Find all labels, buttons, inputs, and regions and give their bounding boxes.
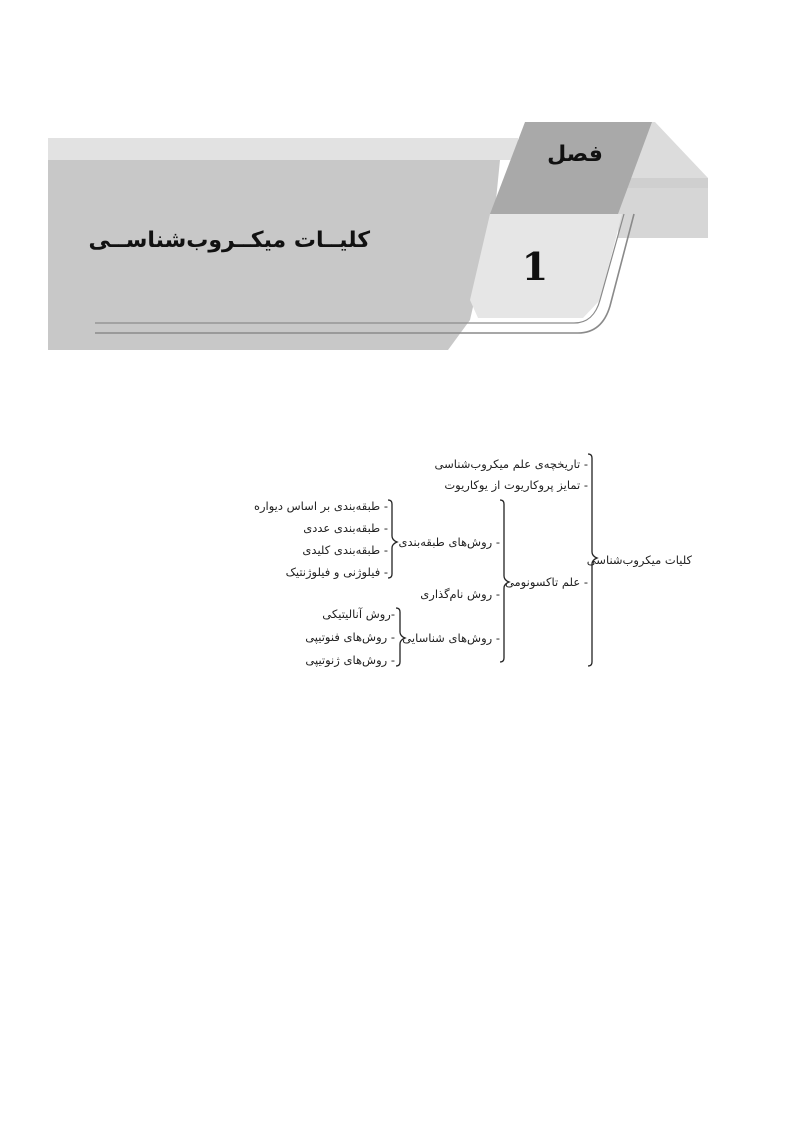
identification-analytic: -روش آنالیتیکی — [322, 607, 395, 621]
header-main-panel — [48, 160, 500, 350]
chapter-title: کلیــات میکــروب‌شناســی — [88, 228, 370, 253]
prokaryote-item: - تمایز پروکاریوت از یوکاریوت — [444, 478, 588, 492]
classification-brace — [388, 500, 397, 578]
chapter-label: فصل — [547, 142, 603, 167]
identification-node: - روش‌های شناسایی — [402, 631, 500, 645]
classification-wall: - طبقه‌بندی بر اساس دیواره — [253, 499, 388, 513]
identification-phenotypic: - روش‌های فنوتیپی — [305, 630, 395, 644]
classification-phylogeny: - فیلوژنی و فیلوژنتیک — [285, 565, 388, 579]
outline-tree — [0, 440, 794, 680]
classification-numeric: - طبقه‌بندی عددی — [303, 521, 388, 535]
root-node: کلیات میکروب‌شناسی — [586, 553, 692, 567]
identification-genotypic: - روش‌های ژنوتیپی — [305, 653, 395, 667]
classification-key: - طبقه‌بندی کلیدی — [302, 543, 388, 557]
header-top-band — [48, 138, 518, 160]
chapter-number: 1 — [521, 244, 549, 289]
naming-node: - روش نام‌گذاری — [420, 587, 500, 601]
chapter-header-graphic — [0, 0, 794, 380]
history-item: - تاریخچه‌ی علم میکروب‌شناسی — [434, 457, 588, 471]
classification-node: - روش‌های طبقه‌بندی — [398, 535, 500, 549]
taxonomy-node: - علم تاکسونومی — [504, 575, 588, 589]
